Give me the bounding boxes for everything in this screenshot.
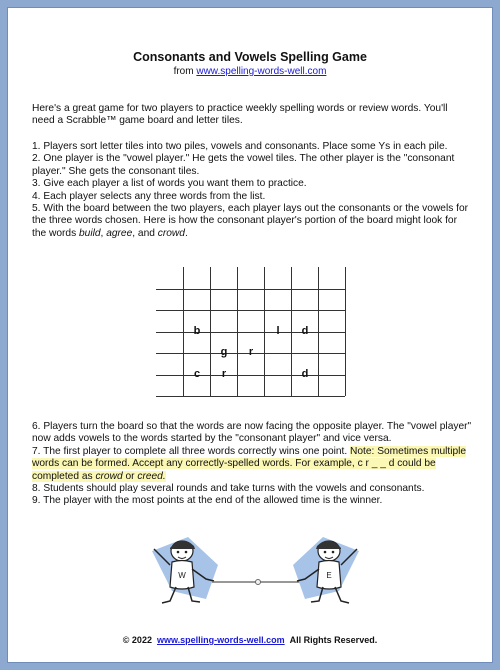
footer-site-link[interactable]: www.spelling-words-well.com	[156, 635, 285, 645]
grid-letter-tile: d	[301, 368, 309, 380]
step-4: 4. Each player selects any three words from the list.	[32, 190, 266, 202]
word-crowd-example: crowd	[95, 470, 123, 482]
step-7-note-text: Note: Sometimes multiple words can be formed. Accept any correctly-spelled words. For example, c r _ _ d could be completed as	[32, 445, 467, 482]
rope-marker	[256, 580, 261, 585]
steps-list-part-2	[32, 421, 472, 508]
step-9: 9. The player with the most points at the end of the allowed time is the winner.	[32, 495, 383, 507]
step-6: 6. Players turn the board so that the words are now facing the opposite player. The "vowel player" now adds vowels to the words started by the "consonant player" and vice versa.	[32, 421, 472, 445]
step-8: 8. Students should play several rounds and take turns with the vowels and consonants.	[32, 483, 425, 495]
grid-letter-tile: b	[193, 325, 201, 337]
step-3: 3. Give each player a list of words you want them to practice.	[32, 178, 307, 190]
word-build: build	[79, 227, 101, 239]
steps-list-part-1	[32, 141, 472, 240]
step-5-period: .	[184, 227, 188, 239]
step-7-text: 7. The first player to complete all three words correctly wins one point.	[32, 445, 351, 457]
page-title: Consonants and Vowels Spelling Game	[133, 50, 367, 64]
right-player-figure	[293, 537, 359, 603]
grid-letter-tile: d	[301, 325, 309, 337]
grid-letter-tile: r	[221, 368, 227, 380]
scrabble-grid	[156, 267, 345, 396]
step-5-comma: ,	[100, 227, 107, 239]
step-5-text: 5. With the board between the two players, each player lays out the consonants or the vowels for the three words chosen. Here is how the consonant player's portion of the board might look for the words	[32, 203, 469, 239]
grid-horizontal-line	[156, 289, 345, 290]
word-crowd: crowd	[157, 227, 185, 239]
grid-vertical-line	[345, 267, 346, 396]
grid-letter-tile: r	[248, 346, 254, 358]
word-creed-example: creed.	[137, 470, 166, 482]
site-link[interactable]: www.spelling-words-well.com	[196, 66, 327, 77]
left-shirt-letter: W	[178, 571, 186, 580]
step-7-or: or	[122, 470, 138, 482]
step-1: 1. Players sort letter tiles into two piles, vowels and consonants. Place some Ys in each pile.	[32, 141, 448, 152]
grid-letter-tile: g	[220, 346, 228, 358]
worksheet-page	[7, 7, 493, 663]
word-agree: agree	[106, 227, 133, 239]
intro-paragraph: Here's a great game for two players to practice weekly spelling words or review words. You'll need a Scrabble™ game board and letter tiles.	[32, 103, 448, 127]
step-5	[32, 203, 472, 240]
left-player-figure	[152, 537, 218, 603]
step-2: 2. One player is the "vowel player." He gets the vowel tiles. The other player is the "consonant player." She gets the consonant tiles.	[32, 153, 455, 177]
grid-horizontal-line	[156, 310, 345, 311]
page-subtitle	[8, 66, 492, 77]
step-7	[32, 446, 472, 483]
rights-text: All Rights Reserved.	[289, 635, 378, 645]
footer	[8, 635, 492, 645]
step-5-and: , and	[132, 227, 158, 239]
tug-of-war-illustration	[148, 535, 363, 610]
copyright: © 2022	[122, 635, 152, 645]
grid-horizontal-line	[156, 396, 345, 397]
grid-letter-tile: c	[193, 368, 201, 380]
grid-letter-tile: l	[276, 325, 280, 337]
from-prefix: from	[173, 66, 197, 77]
right-shirt-letter: E	[326, 571, 332, 580]
